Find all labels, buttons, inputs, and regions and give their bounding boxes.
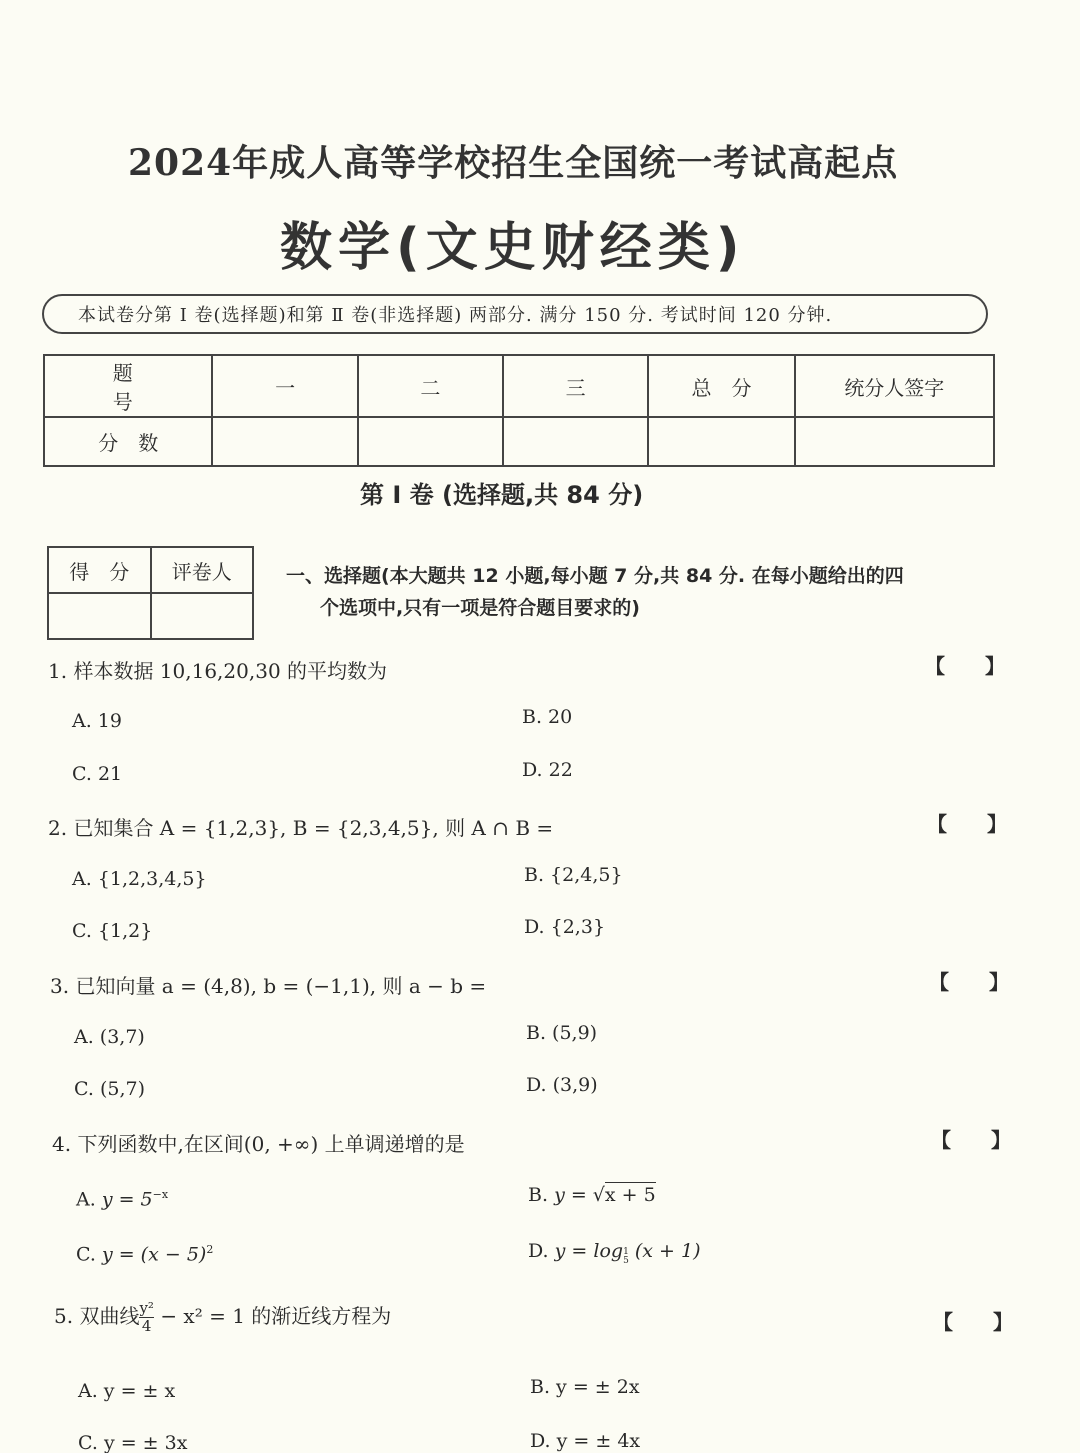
option-1d: D. 22 [522,759,573,781]
score-cell[interactable] [648,417,794,466]
hyperbola-fraction [139,1300,154,1335]
score-header: 二 [358,355,503,417]
instructions-line1: 一、选择题(本大题共 12 小题,每小题 7 分,共 84 分. 在每小题给出的四 [286,565,904,587]
option-label: C. [76,1243,96,1266]
option-3d: D. (3,9) [526,1074,598,1096]
log-base-fraction [623,1248,629,1266]
section-title: 第 Ⅰ 卷 (选择题,共 84 分) [360,481,644,509]
answer-bracket-5[interactable]: 【 】 [933,1310,1013,1334]
formula-argument: (x + 1) [634,1240,701,1262]
score-header: 三 [503,355,648,417]
formula-prefix: y = √ [554,1184,605,1206]
question-4: 4. 下列函数中,在区间(0, +∞) 上单调递增的是 [52,1132,465,1156]
option-2c: C. {1,2} [72,920,153,942]
option-4b [528,1184,656,1206]
grader-table [47,546,254,640]
exam-subject: 数学(文史财经类) [280,218,746,278]
option-4a [76,1188,168,1210]
fraction-numerator: y² [139,1299,154,1317]
option-2a: A. {1,2,3,4,5} [72,868,207,890]
option-4d [528,1240,701,1266]
formula-prefix: y = log [554,1240,624,1262]
score-header: 题 号 [44,355,212,417]
exam-notice: 本试卷分第 Ⅰ 卷(选择题)和第 Ⅱ 卷(非选择题) 两部分. 满分 150 分. 考试时间 120 分钟. [42,294,988,334]
score-cell[interactable] [503,417,648,466]
score-row-label: 分 数 [44,417,212,466]
grader-score-cell[interactable] [48,593,151,639]
option-1c: C. 21 [72,763,123,785]
option-5c: C. y = ± 3x [78,1432,188,1453]
formula-exponent: 2 [206,1243,214,1256]
option-4c [76,1243,213,1265]
question-2: 2. 已知集合 A = {1,2,3}, B = {2,3,4,5}, 则 A ∩ B = [48,816,554,840]
exam-title: 2024年成人高等学校招生全国统一考试高起点 [128,142,899,184]
fraction-numerator: 1 [623,1247,629,1257]
question-1: 1. 样本数据 10,16,20,30 的平均数为 [48,659,388,683]
fraction-denominator: 5 [623,1256,629,1266]
option-label: D. [528,1240,549,1262]
option-2b: B. {2,4,5} [524,864,623,886]
option-3a: A. (3,7) [74,1026,145,1048]
section-instructions [286,560,996,624]
option-3c: C. (5,7) [74,1078,145,1100]
answer-bracket-3[interactable]: 【 】 [929,970,1009,994]
question-stem-prefix: 5. 双曲线 [54,1304,140,1328]
answer-bracket-4[interactable]: 【 】 [931,1128,1011,1152]
option-1b: B. 20 [522,706,573,728]
answer-bracket-1[interactable]: 【 】 [925,654,1005,678]
option-1a: A. 19 [72,710,122,732]
formula-exponent: −x [152,1188,169,1201]
question-5 [54,1300,391,1335]
formula-radicand: x + 5 [604,1184,656,1206]
option-2d: D. {2,3} [524,916,606,938]
fraction-denominator: 4 [141,1317,152,1335]
formula-base: y = (x − 5) [101,1243,207,1266]
option-3b: B. (5,9) [526,1022,598,1044]
option-5d: D. y = ± 4x [530,1430,641,1452]
score-cell[interactable] [795,417,994,466]
option-5b: B. y = ± 2x [530,1376,640,1398]
instructions-line2: 个选项中,只有一项是符合题目要求的) [320,597,640,619]
score-table [43,354,995,467]
formula-base: y = 5 [101,1188,153,1211]
grader-cell[interactable] [151,593,254,639]
score-cell[interactable] [212,417,357,466]
grader-label: 评卷人 [151,547,254,593]
question-stem-suffix: − x² = 1 的渐近线方程为 [160,1304,392,1328]
option-5a: A. y = ± x [78,1380,176,1402]
option-label: A. [76,1188,96,1211]
score-header: 统分人签字 [795,355,994,417]
question-3: 3. 已知向量 a = (4,8), b = (−1,1), 则 a − b = [50,974,487,998]
answer-bracket-2[interactable]: 【 】 [927,812,1007,836]
option-label: B. [528,1184,549,1206]
grader-score-label: 得 分 [48,547,151,593]
score-header: 总 分 [648,355,794,417]
score-header: 一 [212,355,357,417]
score-cell[interactable] [358,417,503,466]
